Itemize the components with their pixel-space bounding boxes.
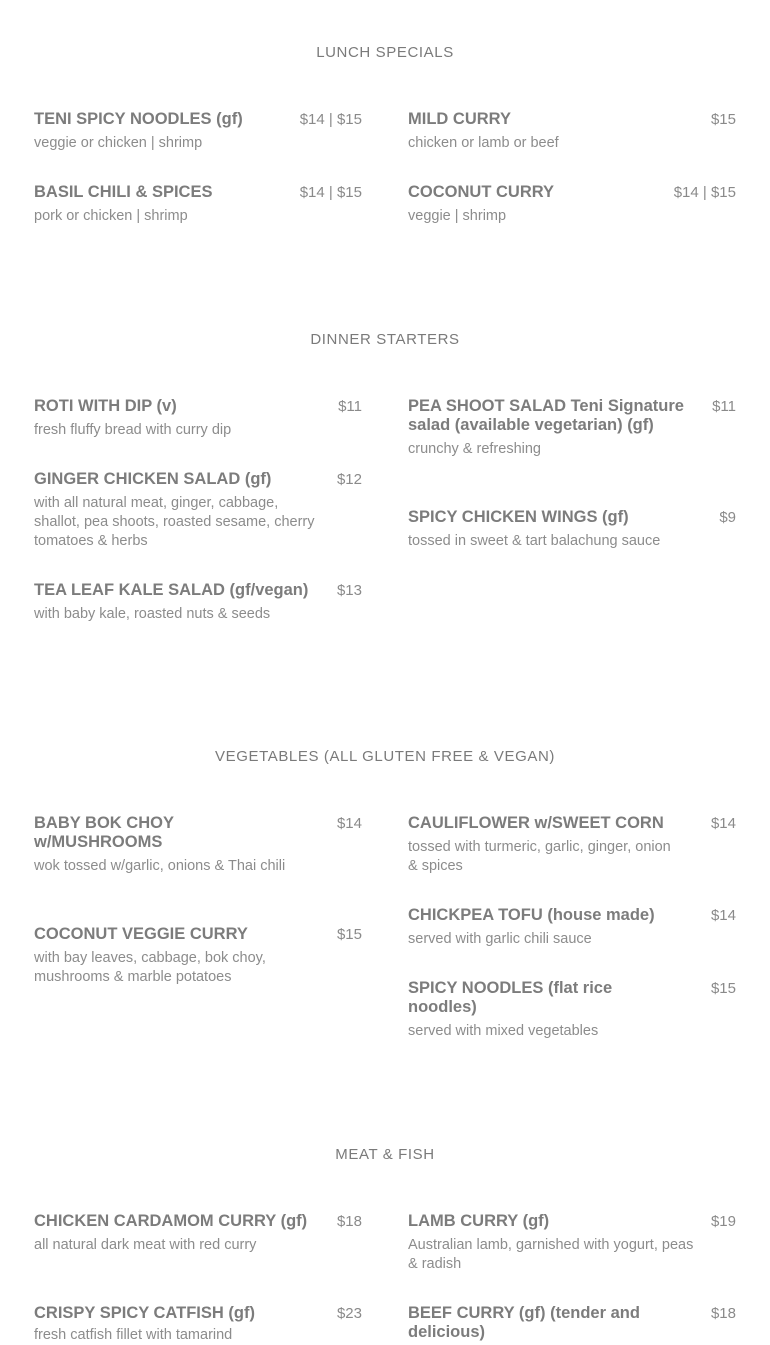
item-description: tossed with turmeric, garlic, ginger, onion & spices [408, 839, 671, 874]
item-price: $23 [336, 1305, 362, 1322]
item-name: BEEF CURRY (gf) (tender and delicious) [408, 1304, 640, 1341]
item-price: $14 | $15 [299, 111, 362, 128]
item-name: CRISPY SPICY CATFISH (gf) [34, 1304, 255, 1322]
item-price: $18 [336, 1213, 362, 1230]
menu-item [34, 925, 362, 987]
item-price: $14 | $15 [673, 184, 736, 201]
item-name: CHICKEN CARDAMOM CURRY (gf) [34, 1212, 308, 1230]
item-description: served with mixed vegetables [408, 1023, 599, 1039]
item-name: COCONUT CURRY [408, 183, 555, 201]
item-description: with bay leaves, cabbage, bok choy, mushrooms & marble potatoes [34, 950, 266, 985]
menu-item [408, 1212, 736, 1274]
item-description: Australian lamb, garnished with yogurt, peas & radish [408, 1237, 694, 1272]
item-name: GINGER CHICKEN SALAD (gf) [34, 470, 272, 488]
item-description: wok tossed w/garlic, onions & Thai chili [34, 858, 286, 874]
item-name: COCONUT VEGGIE CURRY [34, 925, 248, 943]
section-title-meat-fish: MEAT & FISH [335, 1146, 435, 1163]
menu-item [34, 397, 362, 440]
item-name: MILD CURRY [408, 110, 511, 128]
item-description: with all natural meat, ginger, cabbage, shallot, pea shoots, roasted sesame, cherry tomatoes & herbs [34, 495, 315, 549]
item-price: $11 [712, 398, 736, 415]
item-price: $9 [719, 509, 736, 526]
item-description: veggie | shrimp [408, 208, 507, 224]
section-title-lunch-specials: LUNCH SPECIALS [316, 44, 454, 61]
menu-item [34, 814, 362, 876]
menu-item [408, 508, 736, 551]
item-price: $14 [710, 907, 736, 924]
item-description: tossed in sweet & tart balachung sauce [408, 533, 661, 549]
menu-item [34, 183, 362, 226]
item-price: $15 [336, 926, 362, 943]
menu-item [34, 1304, 362, 1345]
section-title-dinner-starters: DINNER STARTERS [310, 331, 460, 348]
item-description: all natural dark meat with red curry [34, 1237, 257, 1253]
item-name: ROTI WITH DIP (v) [34, 397, 177, 415]
menu-item [408, 979, 736, 1041]
item-name: SPICY NOODLES (flat rice noodles) [408, 979, 613, 1016]
item-description: served with garlic chili sauce [408, 931, 592, 947]
menu-item [408, 814, 736, 876]
item-name: BASIL CHILI & SPICES [34, 183, 213, 201]
item-name: TENI SPICY NOODLES (gf) [34, 110, 243, 128]
item-name: TEA LEAF KALE SALAD (gf/vegan) [34, 581, 309, 599]
menu-item [408, 110, 736, 153]
item-name: PEA SHOOT SALAD Teni Signature salad (available vegetarian) (gf) [408, 397, 684, 434]
item-name: CAULIFLOWER w/SWEET CORN [408, 814, 664, 832]
menu-item [34, 581, 362, 624]
item-name: BABY BOK CHOY w/MUSHROOMS [34, 814, 174, 851]
item-price: $19 [710, 1213, 736, 1230]
item-price: $15 [710, 980, 736, 997]
item-description: with baby kale, roasted nuts & seeds [34, 606, 271, 622]
section-title-vegetables: VEGETABLES (ALL GLUTEN FREE & VEGAN) [214, 748, 556, 765]
item-price: $13 [336, 582, 362, 599]
menu-item [408, 183, 736, 226]
item-price: $12 [336, 471, 362, 488]
item-price: $18 [710, 1305, 736, 1322]
menu-item [408, 397, 736, 459]
item-price: $11 [338, 398, 362, 415]
menu-item [34, 110, 362, 153]
item-price: $14 [710, 815, 736, 832]
item-description: veggie or chicken | shrimp [34, 135, 203, 151]
menu-item [34, 470, 362, 551]
menu-item [34, 1212, 362, 1255]
item-name: SPICY CHICKEN WINGS (gf) [408, 508, 629, 526]
item-price: $15 [710, 111, 736, 128]
item-name: CHICKPEA TOFU (house made) [408, 906, 655, 924]
menu-item [408, 1304, 736, 1342]
item-description: fresh catfish fillet with tamarind [34, 1327, 233, 1343]
item-description: pork or chicken | shrimp [34, 208, 188, 224]
item-description: fresh fluffy bread with curry dip [34, 422, 232, 438]
item-price: $14 | $15 [299, 184, 362, 201]
item-description: chicken or lamb or beef [408, 135, 559, 151]
menu-item [408, 906, 736, 949]
item-description: crunchy & refreshing [408, 441, 541, 457]
item-name: LAMB CURRY (gf) [408, 1212, 550, 1230]
item-price: $14 [336, 815, 362, 832]
